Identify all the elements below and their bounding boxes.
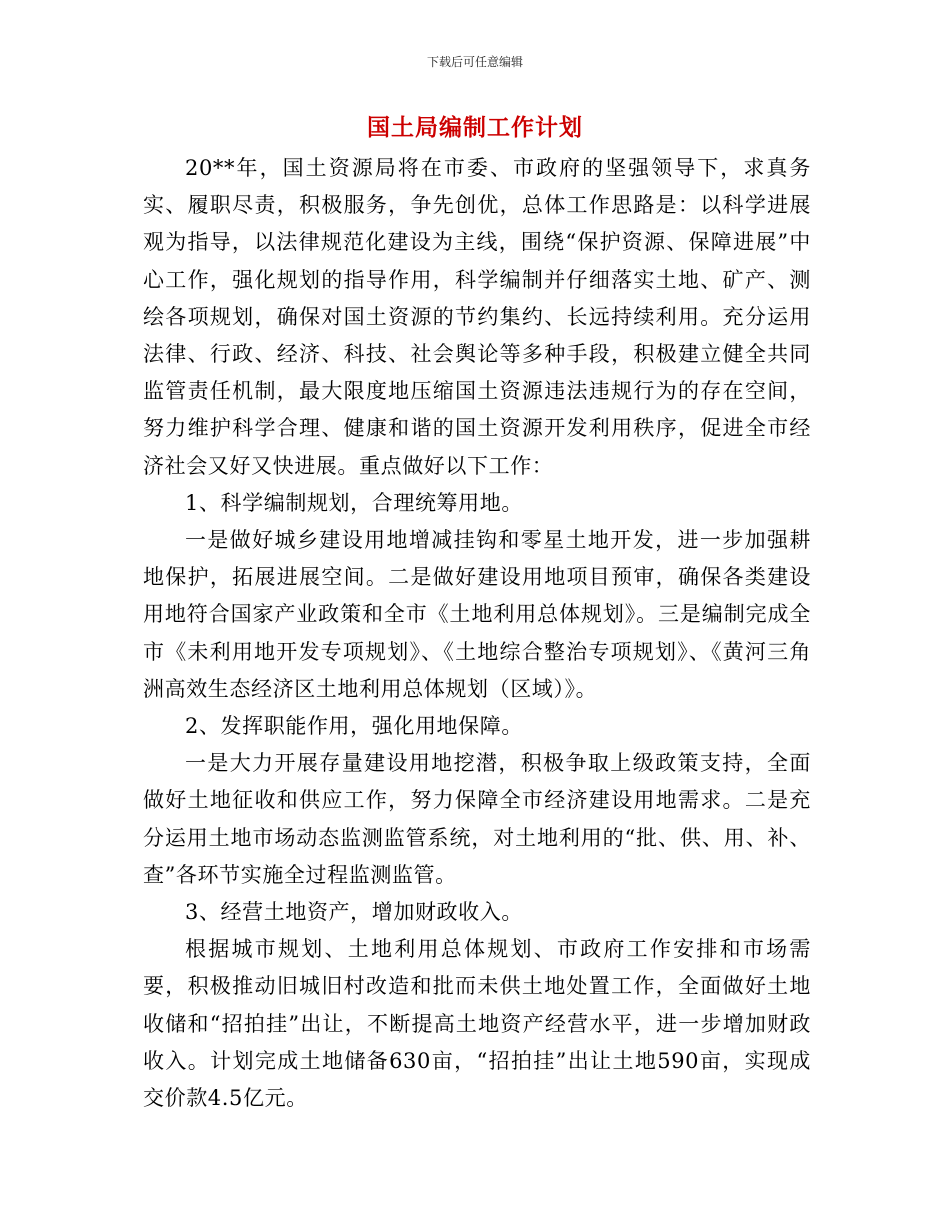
paragraph-section-2: 一是大力开展存量建设用地挖潜，积极争取上级政策支持，全面做好土地征收和供应工作，努力保障全市经济建设用地需求。二是充分运用土地市场动态监测监管系统，对土地利用的“批、供、用、补、查”各环节实施全过程监测监管。 xyxy=(143,751,811,887)
document-body xyxy=(143,150,811,1117)
paragraph-section-1: 一是做好城乡建设用地增减挂钩和零星土地开发，进一步加强耕地保护，拓展进展空间。二是做好建设用地项目预审，确保各类建设用地符合国家产业政策和全市《土地利用总体规划》。三是编制完成全市《未利用地开发专项规划》、《土地综合整治专项规划》、《黄河三角洲高效生态经济区土地利用总体规划（区域）》。 xyxy=(143,528,811,701)
paragraph-intro: 20**年，国土资源局将在市委、市政府的坚强领导下，求真务实、履职尽责，积极服务，争先创优，总体工作思路是：以科学进展观为指导，以法律规范化建设为主线，围绕“保护资源、保障进展”中心工作，强化规划的指导作用，科学编制并仔细落实土地、矿产、测绘各项规划，确保对国土资源的节约集约、长远持续利用。充分运用法律、行政、经济、科技、社会舆论等多种手段，积极建立健全共同监管责任机制，最大限度地压缩国土资源违法违规行为的存在空间，努力维护科学合理、健康和谐的国土资源开发利用秩序，促进全市经济社会又好又快进展。重点做好以下工作： xyxy=(143,156,811,478)
section-heading-3: 3、经营土地资产，增加财政收入。 xyxy=(185,900,523,925)
page-header-note: 下载后可任意编辑 xyxy=(426,55,523,69)
section-heading-2: 2、发挥职能作用，强化用地保障。 xyxy=(185,714,523,739)
section-heading-1: 1、科学编制规划，合理统筹用地。 xyxy=(185,490,523,515)
document-title: 国土局编制工作计划 xyxy=(367,114,583,141)
paragraph-section-3: 根据城市规划、土地利用总体规划、市政府工作安排和市场需要，积极推动旧城旧村改造和批而未供土地处置工作，全面做好土地收储和“招拍挂”出让，不断提高土地资产经营水平，进一步增加财政收入。计划完成土地储备630亩，“招拍挂”出让土地590亩，实现成交价款4.5亿元。 xyxy=(143,937,811,1111)
